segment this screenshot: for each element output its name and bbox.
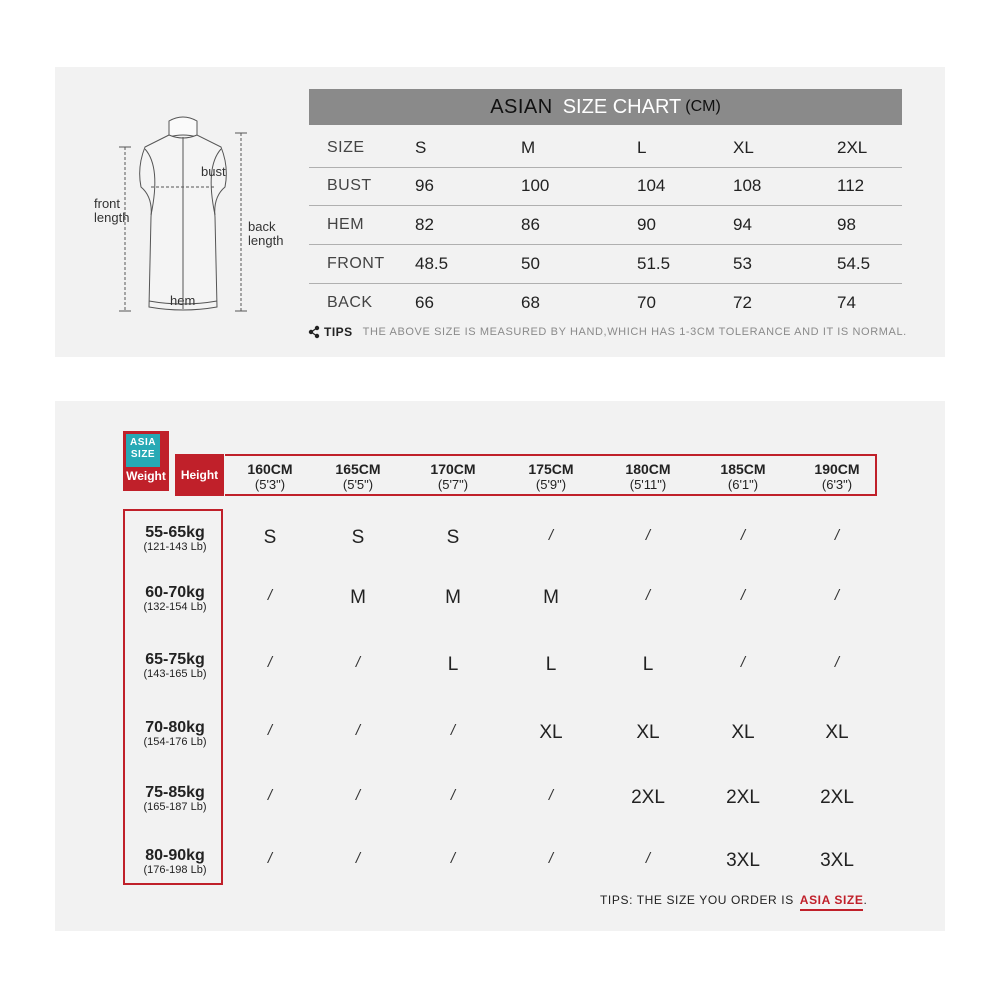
size-value: 2XL — [837, 138, 868, 157]
title-size-chart: SIZE CHART — [562, 95, 682, 118]
size-value: 72 — [733, 293, 752, 312]
size-cell: 2XL — [820, 787, 854, 808]
size-cell: L — [447, 654, 459, 675]
tips-label: TIPS — [324, 325, 353, 339]
row-label: SIZE — [327, 139, 365, 156]
height-label: Height — [175, 454, 224, 496]
size-value: 50 — [521, 254, 540, 273]
size-cell-empty: / — [450, 850, 456, 867]
hem-label: hem — [170, 293, 196, 308]
size-cell-empty: / — [740, 587, 746, 604]
size-value: 68 — [521, 293, 540, 312]
weight-kg: 65-75kg — [145, 651, 205, 668]
weight-lb: (176-198 Lb) — [143, 864, 207, 876]
height-column-header — [413, 462, 493, 492]
height-column-header — [703, 462, 783, 492]
tips-top — [308, 325, 907, 339]
size-value: L — [637, 138, 647, 157]
size-cell-empty: / — [267, 787, 273, 804]
size-cell: M — [350, 587, 366, 608]
size-chart-panel — [55, 67, 945, 357]
size-cell: M — [543, 587, 559, 608]
size-row — [309, 206, 902, 245]
weight-kg: 70-80kg — [145, 719, 205, 736]
weight-row-header — [125, 719, 225, 749]
size-value: 53 — [733, 254, 752, 273]
height-cm: 190CM — [814, 461, 860, 477]
size-header-row — [309, 129, 902, 168]
size-value: 108 — [733, 176, 762, 195]
size-value: 82 — [415, 215, 434, 234]
size-value: 90 — [637, 215, 656, 234]
size-cell-empty: / — [267, 587, 273, 604]
height-ft: (5'11") — [629, 477, 667, 492]
size-cell-empty: / — [645, 850, 651, 867]
vest-measurement-illustration — [91, 107, 321, 317]
height-ft: (5'7") — [437, 477, 469, 492]
size-cell-empty: / — [548, 527, 554, 544]
size-row — [309, 245, 902, 284]
weight-label: Weight — [126, 469, 166, 483]
size-value: 48.5 — [415, 254, 449, 273]
size-cell-empty: / — [355, 722, 361, 739]
tips-bottom — [600, 893, 867, 907]
weight-kg: 55-65kg — [145, 524, 205, 541]
size-cell: M — [445, 587, 461, 608]
size-value: 98 — [837, 215, 856, 234]
size-cell-empty: / — [645, 527, 651, 544]
bust-label: bust — [201, 164, 226, 179]
height-cm: 170CM — [430, 461, 476, 477]
size-cell-empty: / — [834, 527, 840, 544]
size-cell-empty: / — [355, 787, 361, 804]
size-value: 54.5 — [837, 254, 871, 273]
weight-lb: (165-187 Lb) — [143, 801, 207, 813]
weight-row-header — [125, 651, 225, 681]
size-cell: XL — [539, 722, 563, 743]
tips-bottom-text: TIPS: THE SIZE YOU ORDER IS — [600, 893, 794, 907]
weight-lb: (121-143 Lb) — [143, 541, 207, 553]
weight-lb: (132-154 Lb) — [143, 601, 207, 613]
weight-kg: 75-85kg — [145, 784, 205, 801]
size-value: 66 — [415, 293, 434, 312]
row-label: BUST — [327, 177, 372, 194]
height-column-header — [608, 462, 688, 492]
size-cell: 2XL — [726, 787, 760, 808]
size-cell: 3XL — [726, 850, 760, 871]
size-value: 96 — [415, 176, 434, 195]
weight-kg: 80-90kg — [145, 847, 205, 864]
asia-size-panel — [55, 401, 945, 931]
size-value: 112 — [837, 176, 865, 195]
row-label: HEM — [327, 216, 365, 233]
chart-title — [309, 89, 902, 125]
height-cm: 160CM — [247, 461, 293, 477]
row-label: BACK — [327, 294, 373, 311]
height-column-header — [511, 462, 591, 492]
size-cell-empty: / — [450, 787, 456, 804]
title-unit: (CM) — [685, 98, 721, 115]
height-ft: (6'1") — [727, 477, 759, 492]
weight-lb: (143-165 Lb) — [143, 668, 207, 680]
size-cell: 3XL — [820, 850, 854, 871]
title-asian: ASIAN — [490, 95, 553, 118]
size-cell-empty: / — [548, 850, 554, 867]
size-cell-empty: / — [267, 654, 273, 671]
height-ft: (6'3") — [821, 477, 853, 492]
front-length-label: front length — [94, 196, 130, 225]
size-row — [309, 284, 902, 322]
tips-asia-size: ASIA SIZE — [800, 893, 864, 911]
back-length-label: back length — [248, 219, 284, 248]
size-cell: S — [446, 527, 460, 548]
size-cell: XL — [636, 722, 660, 743]
share-icon — [308, 325, 320, 339]
height-cm: 165CM — [335, 461, 381, 477]
weight-row-header — [125, 847, 225, 877]
size-cell-empty: / — [450, 722, 456, 739]
size-value: 100 — [521, 176, 550, 195]
size-cell: XL — [731, 722, 755, 743]
weight-column — [123, 509, 223, 885]
tips-period: . — [863, 893, 868, 907]
size-cell: S — [351, 527, 365, 548]
height-column-header — [318, 462, 398, 492]
size-cell-empty: / — [548, 787, 554, 804]
size-value: 51.5 — [637, 254, 671, 273]
weight-lb: (154-176 Lb) — [143, 736, 207, 748]
size-value: 104 — [637, 176, 666, 195]
size-value: M — [521, 138, 536, 157]
size-value: S — [415, 138, 427, 157]
size-value: 70 — [637, 293, 656, 312]
height-column-header — [230, 462, 310, 492]
height-ft: (5'9") — [535, 477, 567, 492]
size-cell-empty: / — [355, 850, 361, 867]
height-cm: 175CM — [528, 461, 574, 477]
size-value: 94 — [733, 215, 752, 234]
size-cell-empty: / — [267, 722, 273, 739]
height-ft: (5'3") — [254, 477, 286, 492]
size-cell: L — [642, 654, 654, 675]
size-cell-empty: / — [355, 654, 361, 671]
size-cell-empty: / — [834, 587, 840, 604]
tips-text: THE ABOVE SIZE IS MEASURED BY HAND,WHICH HAS 1-3CM TOLERANCE AND IT IS NORMAL. — [362, 326, 907, 338]
height-cm: 185CM — [720, 461, 766, 477]
height-cm: 180CM — [625, 461, 671, 477]
weight-row-header — [125, 784, 225, 814]
height-ft: (5'5") — [342, 477, 374, 492]
size-cell-empty: / — [834, 654, 840, 671]
size-cell-empty: / — [740, 654, 746, 671]
row-label: FRONT — [327, 255, 385, 272]
asia-size-label: ASIA SIZE — [126, 434, 160, 467]
size-cell: S — [263, 527, 277, 548]
size-cell-empty: / — [645, 587, 651, 604]
size-cell: 2XL — [631, 787, 665, 808]
weight-row-header — [125, 584, 225, 614]
size-cell: L — [545, 654, 557, 675]
size-cell-empty: / — [267, 850, 273, 867]
size-cell: XL — [825, 722, 849, 743]
size-value: 86 — [521, 215, 540, 234]
weight-row-header — [125, 524, 225, 554]
size-row — [309, 167, 902, 206]
height-header — [225, 454, 877, 496]
weight-kg: 60-70kg — [145, 584, 205, 601]
height-column-header — [797, 462, 877, 492]
size-cell-empty: / — [740, 527, 746, 544]
asia-size-tag — [123, 431, 169, 491]
size-value: 74 — [837, 293, 856, 312]
size-value: XL — [733, 138, 754, 157]
